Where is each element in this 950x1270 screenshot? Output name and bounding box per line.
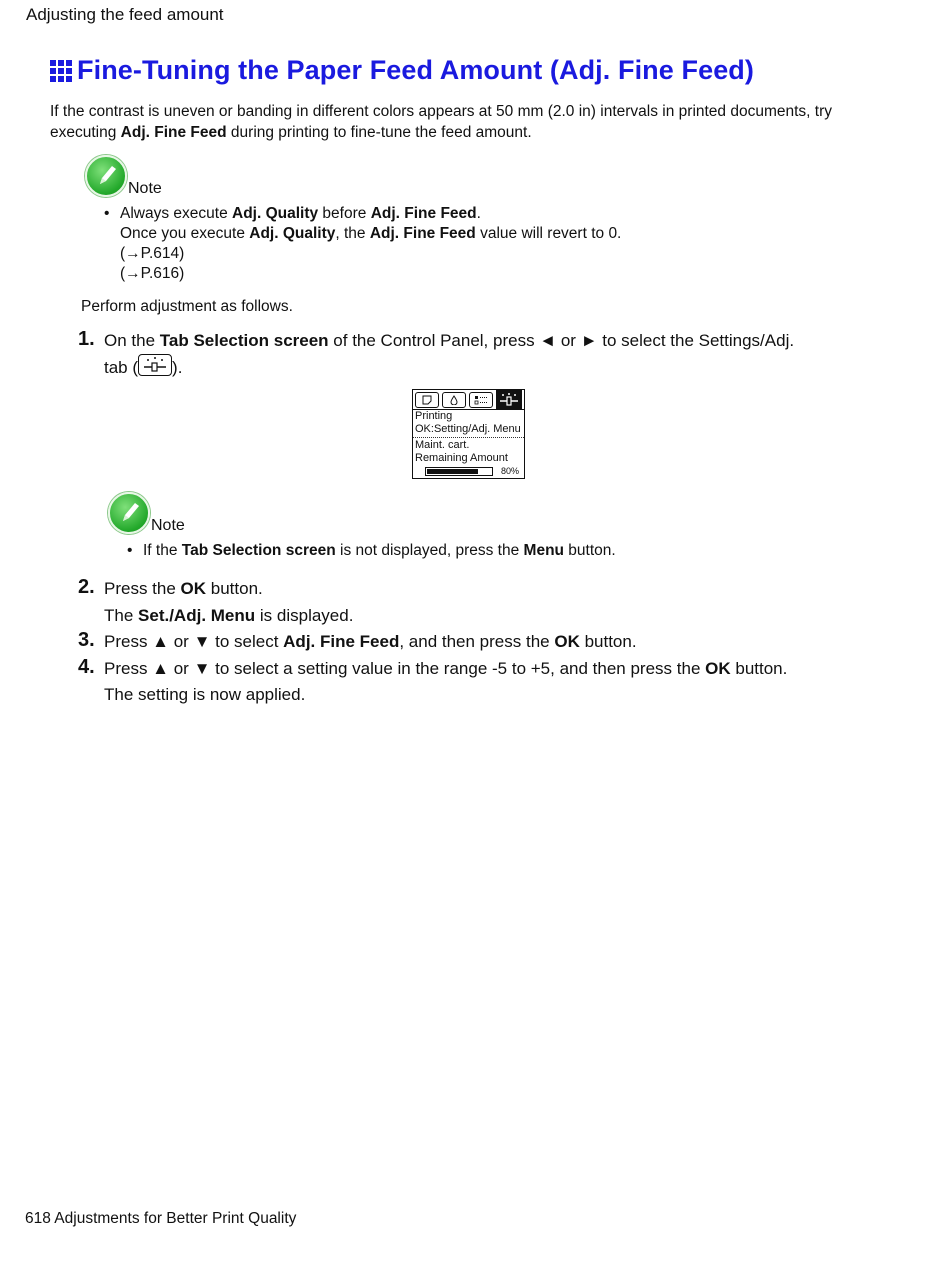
step-1: 1. On the Tab Selection screen of the Control Panel, press ◄ or ► to select the Settings/Adj. tab ( ).	[78, 328, 795, 377]
lcd-hint-line: OK:Setting/Adj. Menu	[415, 423, 521, 435]
lcd-remaining-line: Remaining Amount	[415, 452, 508, 464]
step-2-result: The Set./Adj. Menu is displayed.	[104, 606, 354, 625]
note-label: Note	[128, 180, 162, 197]
paper-tab-icon	[415, 392, 439, 408]
settings-adj-tab-icon	[496, 390, 522, 410]
page-link-616[interactable]: (→P.616)	[120, 265, 185, 282]
step-2: 2. Press the OK button.	[78, 576, 263, 598]
remaining-amount-percent: 80%	[501, 466, 520, 476]
note-label-2: Note	[151, 517, 185, 534]
step-3: 3. Press ▲ or ▼ to select Adj. Fine Feed, and then press the OK button.	[78, 629, 637, 651]
note-icon	[85, 155, 127, 197]
ink-tab-icon	[442, 392, 466, 408]
note-bullet-2: • If the Tab Selection screen is not displayed, press the Menu button.	[127, 541, 616, 561]
page-title: Fine-Tuning the Paper Feed Amount (Adj. Fine Feed)	[77, 55, 754, 85]
note-content-2	[127, 541, 616, 561]
note-icon-2	[108, 492, 150, 534]
lcd-status-line: Printing	[415, 410, 453, 422]
step-4-result: The setting is now applied.	[104, 685, 306, 704]
job-tab-icon	[469, 392, 493, 408]
page-link-614[interactable]: (→P.614)	[120, 245, 185, 262]
control-panel-display	[412, 389, 525, 479]
note-bullet: • Always execute Adj. Quality before Adj. Fine Feed.	[104, 204, 621, 224]
settings-tab-icon	[138, 354, 172, 376]
lcd-maint-line: Maint. cart.	[415, 439, 470, 451]
page-footer: 618 Adjustments for Better Print Quality	[25, 1210, 297, 1227]
intro-paragraph: If the contrast is uneven or banding in different colors appears at 50 mm (2.0 in) intervals in printed documents, try executing Adj. Fine Feed during printing to fine-tune the feed amount.	[50, 103, 833, 141]
section-title	[50, 55, 754, 86]
running-header: Adjusting the feed amount	[26, 5, 224, 24]
remaining-amount-bar	[425, 467, 493, 476]
step-4: 4. Press ▲ or ▼ to select a setting value in the range -5 to +5, and then press the OK button.	[78, 656, 788, 678]
perform-text: Perform adjustment as follows.	[81, 298, 293, 315]
note-content: • Always execute Adj. Quality before Adj. Fine Feed. Once you execute Adj. Quality, the Adj. Fine Feed value will revert to 0. (→P.614) (→P.616)	[104, 204, 621, 284]
grid-icon	[50, 60, 72, 82]
